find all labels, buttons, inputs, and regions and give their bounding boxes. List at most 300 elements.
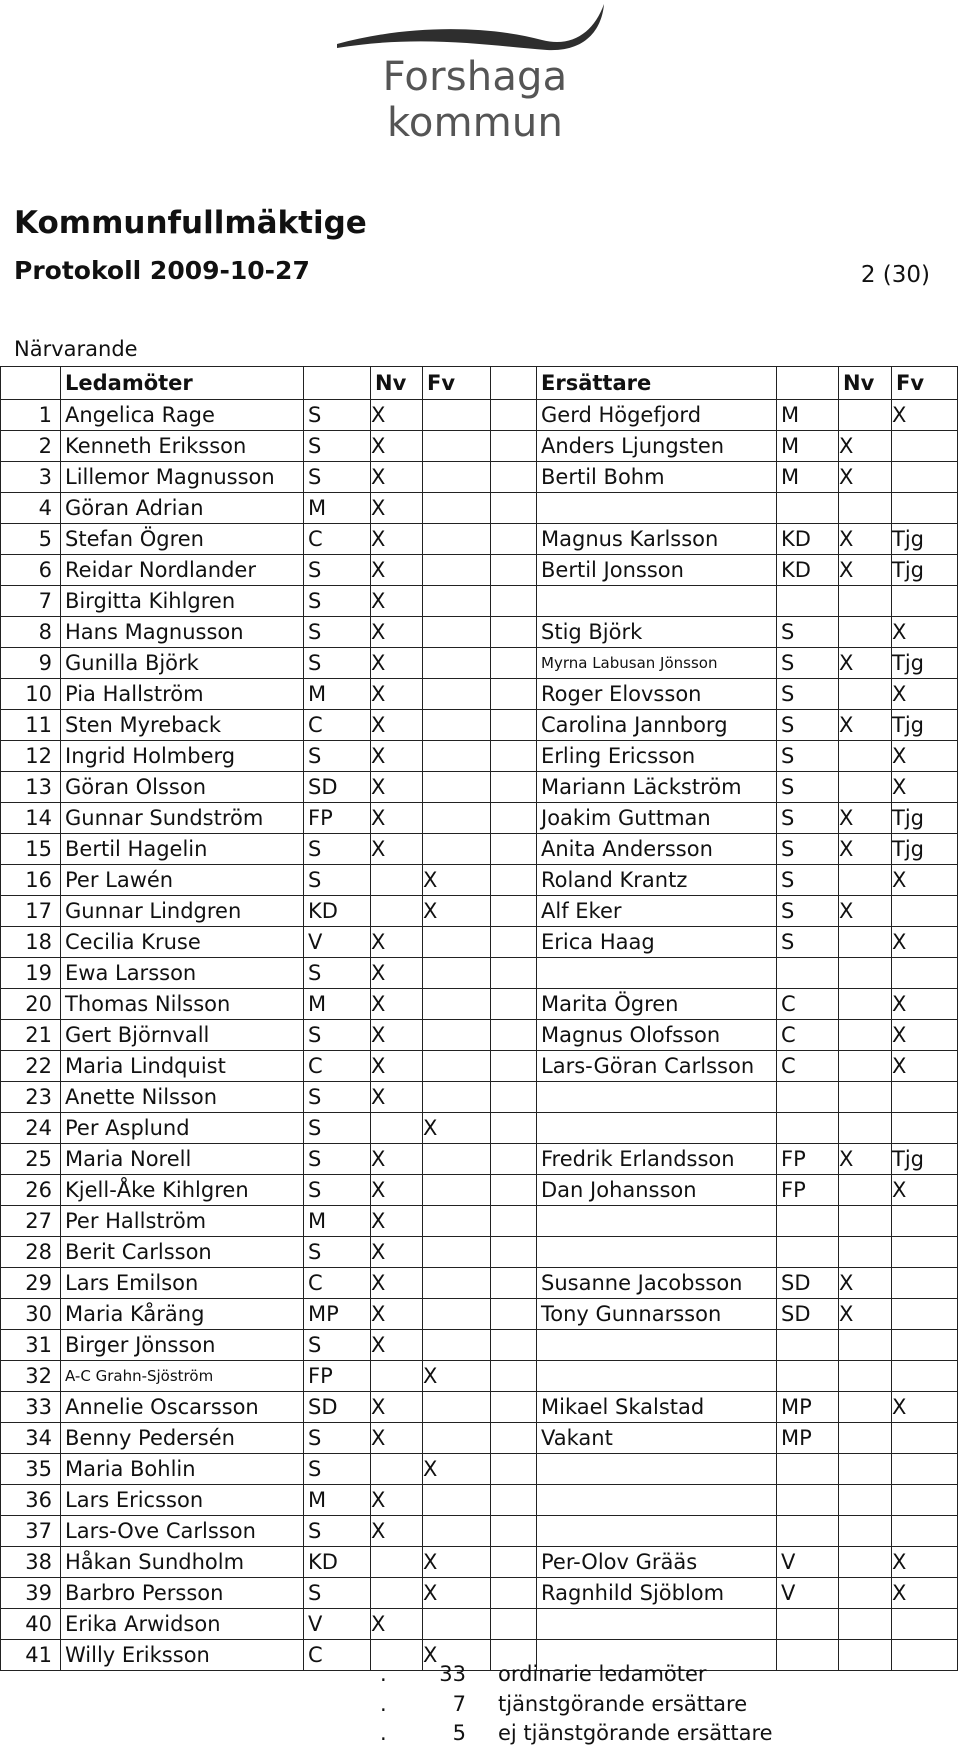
row-number: 15 [1,834,61,865]
substitute-fv [892,586,958,617]
table-row [1,431,958,462]
member-party: S [304,400,371,431]
table-row [1,834,958,865]
row-number: 40 [1,1609,61,1640]
summary-dot: . [380,1721,387,1745]
substitute-fv: X [892,772,958,803]
member-party: S [304,1578,371,1609]
gap-cell [491,586,537,617]
row-number: 32 [1,1361,61,1392]
member-nv: X [371,1237,423,1268]
member-fv [423,710,491,741]
substitute-fv [892,431,958,462]
substitute-name [537,1237,777,1268]
substitute-name: Susanne Jacobsson [537,1268,777,1299]
row-number: 16 [1,865,61,896]
substitute-name: Mikael Skalstad [537,1392,777,1423]
gap-cell [491,1392,537,1423]
substitute-name [537,1485,777,1516]
member-fv [423,617,491,648]
member-name: Maria Lindquist [61,1051,304,1082]
member-party: S [304,834,371,865]
member-nv: X [371,1020,423,1051]
substitute-name: Magnus Karlsson [537,524,777,555]
substitute-party: V [777,1578,839,1609]
member-nv: X [371,1268,423,1299]
gap-cell [491,1051,537,1082]
substitute-nv: X [839,710,892,741]
header-nv-2: Nv [839,367,892,400]
substitute-party: S [777,896,839,927]
member-fv [423,431,491,462]
member-fv: X [423,896,491,927]
substitute-party [777,1237,839,1268]
table-row [1,927,958,958]
substitute-party: C [777,1051,839,1082]
substitute-nv: X [839,834,892,865]
substitute-nv [839,1020,892,1051]
table-row [1,1609,958,1640]
substitute-fv: Tjg [892,555,958,586]
substitute-nv: X [839,431,892,462]
gap-cell [491,1206,537,1237]
row-number: 33 [1,1392,61,1423]
member-party: S [304,555,371,586]
substitute-name [537,1361,777,1392]
row-number: 23 [1,1082,61,1113]
header-gap [491,367,537,400]
row-number: 28 [1,1237,61,1268]
substitute-nv: X [839,524,892,555]
table-row [1,865,958,896]
member-nv: X [371,1051,423,1082]
table-row [1,741,958,772]
row-number: 14 [1,803,61,834]
row-number: 36 [1,1485,61,1516]
member-name: Lars-Ove Carlsson [61,1516,304,1547]
member-nv: X [371,648,423,679]
member-fv [423,1144,491,1175]
substitute-party [777,1516,839,1547]
member-nv: X [371,1330,423,1361]
table-row [1,989,958,1020]
row-number: 24 [1,1113,61,1144]
table-row [1,1423,958,1454]
member-party: KD [304,896,371,927]
substitute-nv: X [839,803,892,834]
member-nv: X [371,1609,423,1640]
substitute-fv: X [892,617,958,648]
substitute-name: Roger Elovsson [537,679,777,710]
row-number: 8 [1,617,61,648]
substitute-nv [839,586,892,617]
substitute-name: Myrna Labusan Jönsson [537,648,777,679]
member-fv [423,772,491,803]
gap-cell [491,896,537,927]
substitute-party [777,1640,839,1671]
gap-cell [491,400,537,431]
member-party: S [304,1423,371,1454]
header-number [1,367,61,400]
member-party: S [304,462,371,493]
member-fv [423,1237,491,1268]
substitute-nv [839,679,892,710]
member-name: Sten Myreback [61,710,304,741]
member-fv [423,1609,491,1640]
substitute-nv [839,1547,892,1578]
table-row [1,1082,958,1113]
table-row [1,1547,958,1578]
substitute-name [537,586,777,617]
member-fv [423,462,491,493]
member-nv: X [371,1423,423,1454]
substitute-party [777,1113,839,1144]
member-nv: X [371,617,423,648]
member-nv: X [371,803,423,834]
gap-cell [491,493,537,524]
table-row [1,1020,958,1051]
substitute-party: S [777,741,839,772]
member-fv: X [423,1454,491,1485]
member-party: S [304,1330,371,1361]
substitute-name: Anita Andersson [537,834,777,865]
substitute-party: FP [777,1175,839,1206]
member-nv: X [371,1299,423,1330]
substitute-party: KD [777,524,839,555]
substitute-fv [892,1299,958,1330]
substitute-party: S [777,648,839,679]
substitute-party: S [777,927,839,958]
table-row [1,617,958,648]
substitute-fv [892,1485,958,1516]
summary-dot: . [380,1662,387,1686]
member-party: S [304,1454,371,1485]
table-row [1,1516,958,1547]
gap-cell [491,1547,537,1578]
member-fv [423,555,491,586]
header-fv-2: Fv [892,367,958,400]
member-name: Thomas Nilsson [61,989,304,1020]
attendance-summary [380,1660,773,1749]
summary-line [380,1690,773,1720]
substitute-nv [839,1330,892,1361]
member-name: Gunnar Sundström [61,803,304,834]
substitute-nv [839,1454,892,1485]
substitute-fv [892,493,958,524]
member-name: Ewa Larsson [61,958,304,989]
gap-cell [491,1175,537,1206]
member-party: M [304,1485,371,1516]
substitute-fv [892,1206,958,1237]
substitute-nv [839,1609,892,1640]
table-row [1,1144,958,1175]
substitute-name: Dan Johansson [537,1175,777,1206]
substitute-party: SD [777,1268,839,1299]
gap-cell [491,710,537,741]
substitute-fv: X [892,741,958,772]
table-row [1,1299,958,1330]
substitute-name: Carolina Jannborg [537,710,777,741]
page-number: 2 (30) [860,262,930,288]
member-nv [371,1113,423,1144]
substitute-party [777,1609,839,1640]
row-number: 41 [1,1640,61,1671]
gap-cell [491,1144,537,1175]
row-number: 31 [1,1330,61,1361]
substitute-name: Vakant [537,1423,777,1454]
row-number: 35 [1,1454,61,1485]
member-name: Håkan Sundholm [61,1547,304,1578]
substitute-fv: Tjg [892,1144,958,1175]
member-fv [423,400,491,431]
row-number: 12 [1,741,61,772]
member-party: S [304,431,371,462]
member-party: V [304,1609,371,1640]
member-name: Gert Björnvall [61,1020,304,1051]
member-fv [423,1268,491,1299]
member-name: A-C Grahn-Sjöström [61,1361,304,1392]
member-fv: X [423,1113,491,1144]
member-nv: X [371,586,423,617]
substitute-nv [839,1361,892,1392]
substitute-nv [839,493,892,524]
member-name: Ingrid Holmberg [61,741,304,772]
member-party: S [304,1113,371,1144]
table-row [1,1485,958,1516]
row-number: 5 [1,524,61,555]
substitute-party [777,1485,839,1516]
row-number: 25 [1,1144,61,1175]
gap-cell [491,1578,537,1609]
substitute-party: C [777,989,839,1020]
substitute-name [537,1609,777,1640]
substitute-name: Anders Ljungsten [537,431,777,462]
gap-cell [491,1423,537,1454]
substitute-fv: X [892,1175,958,1206]
member-party: M [304,493,371,524]
substitute-nv [839,927,892,958]
substitute-nv [839,1423,892,1454]
substitute-nv [839,1578,892,1609]
member-party: S [304,958,371,989]
table-row [1,679,958,710]
member-name: Cecilia Kruse [61,927,304,958]
member-party: C [304,524,371,555]
substitute-name: Magnus Olofsson [537,1020,777,1051]
substitute-name: Erling Ericsson [537,741,777,772]
member-fv [423,1485,491,1516]
gap-cell [491,834,537,865]
substitute-name [537,1330,777,1361]
substitute-name: Ragnhild Sjöblom [537,1578,777,1609]
substitute-fv [892,1113,958,1144]
gap-cell [491,524,537,555]
substitute-party: S [777,803,839,834]
gap-cell [491,462,537,493]
summary-line [380,1719,773,1749]
member-name: Kenneth Eriksson [61,431,304,462]
row-number: 18 [1,927,61,958]
member-fv [423,989,491,1020]
substitute-fv [892,1609,958,1640]
member-fv: X [423,1547,491,1578]
substitute-nv: X [839,555,892,586]
member-nv [371,1454,423,1485]
member-fv [423,958,491,989]
member-name: Per Hallström [61,1206,304,1237]
substitute-nv [839,617,892,648]
row-number: 34 [1,1423,61,1454]
gap-cell [491,1454,537,1485]
member-name: Reidar Nordlander [61,555,304,586]
substitute-party: KD [777,555,839,586]
substitute-nv [839,400,892,431]
substitute-fv: X [892,1051,958,1082]
member-party: S [304,617,371,648]
header-nv: Nv [371,367,423,400]
substitute-fv [892,1268,958,1299]
substitute-fv: X [892,1392,958,1423]
member-name: Willy Eriksson [61,1640,304,1671]
member-nv: X [371,958,423,989]
member-party: S [304,1144,371,1175]
table-row [1,1206,958,1237]
member-fv [423,1175,491,1206]
gap-cell [491,1485,537,1516]
row-number: 37 [1,1516,61,1547]
substitute-nv: X [839,896,892,927]
row-number: 30 [1,1299,61,1330]
summary-label: ej tjänstgörande ersättare [498,1721,773,1745]
member-nv: X [371,989,423,1020]
substitute-nv [839,1237,892,1268]
substitute-fv: Tjg [892,524,958,555]
substitute-fv [892,1423,958,1454]
substitute-party [777,493,839,524]
row-number: 20 [1,989,61,1020]
substitute-fv: Tjg [892,710,958,741]
table-row [1,1268,958,1299]
member-name: Benny Pedersén [61,1423,304,1454]
member-nv: X [371,462,423,493]
substitute-nv: X [839,462,892,493]
member-name: Gunilla Björk [61,648,304,679]
member-fv [423,1206,491,1237]
substitute-name: Mariann Läckström [537,772,777,803]
member-fv [423,927,491,958]
gap-cell [491,617,537,648]
substitute-fv [892,1330,958,1361]
row-number: 19 [1,958,61,989]
table-row [1,803,958,834]
member-nv: X [371,1144,423,1175]
substitute-fv [892,958,958,989]
substitute-nv [839,1392,892,1423]
row-number: 21 [1,1020,61,1051]
substitute-fv: X [892,1578,958,1609]
member-fv [423,1516,491,1547]
substitute-name: Per-Olov Grääs [537,1547,777,1578]
member-nv: X [371,772,423,803]
gap-cell [491,989,537,1020]
substitute-nv [839,741,892,772]
member-nv: X [371,927,423,958]
member-name: Gunnar Lindgren [61,896,304,927]
substitute-fv: X [892,989,958,1020]
row-number: 29 [1,1268,61,1299]
member-fv [423,1020,491,1051]
member-nv: X [371,1516,423,1547]
logo-text: Forshaga kommun [382,54,568,146]
table-row [1,1051,958,1082]
substitute-party: S [777,617,839,648]
substitute-party: S [777,834,839,865]
substitute-name: Lars-Göran Carlsson [537,1051,777,1082]
member-nv: X [371,1082,423,1113]
substitute-name: Bertil Bohm [537,462,777,493]
member-nv [371,1547,423,1578]
member-name: Maria Kåräng [61,1299,304,1330]
substitute-fv [892,1361,958,1392]
row-number: 3 [1,462,61,493]
member-party: FP [304,1361,371,1392]
summary-label: tjänstgörande ersättare [498,1691,748,1716]
member-party: M [304,679,371,710]
substitute-name [537,1082,777,1113]
substitute-party: S [777,865,839,896]
gap-cell [491,1113,537,1144]
table-header-row [1,367,958,400]
gap-cell [491,1361,537,1392]
table-row [1,1392,958,1423]
row-number: 7 [1,586,61,617]
substitute-fv: X [892,679,958,710]
gap-cell [491,555,537,586]
substitute-nv: X [839,1299,892,1330]
member-nv [371,865,423,896]
substitute-name [537,1454,777,1485]
gap-cell [491,1299,537,1330]
substitute-fv [892,1516,958,1547]
member-name: Maria Bohlin [61,1454,304,1485]
table-row [1,586,958,617]
member-name: Maria Norell [61,1144,304,1175]
substitute-party: MP [777,1423,839,1454]
table-row [1,1578,958,1609]
member-name: Göran Adrian [61,493,304,524]
member-name: Erika Arwidson [61,1609,304,1640]
member-nv: X [371,1392,423,1423]
substitute-party: M [777,462,839,493]
substitute-party: S [777,710,839,741]
substitute-fv [892,1454,958,1485]
summary-dot: . [380,1691,387,1716]
table-row [1,524,958,555]
substitute-nv: X [839,1268,892,1299]
summary-count: 5 [452,1721,466,1745]
substitute-party [777,1454,839,1485]
member-name: Stefan Ögren [61,524,304,555]
substitute-party: SD [777,1299,839,1330]
substitute-party [777,1206,839,1237]
member-nv: X [371,555,423,586]
substitute-party: M [777,431,839,462]
present-label: Närvarande [14,337,138,361]
summary-count: 33 [439,1662,466,1686]
member-name: Angelica Rage [61,400,304,431]
substitute-fv [892,462,958,493]
substitute-fv: X [892,1547,958,1578]
